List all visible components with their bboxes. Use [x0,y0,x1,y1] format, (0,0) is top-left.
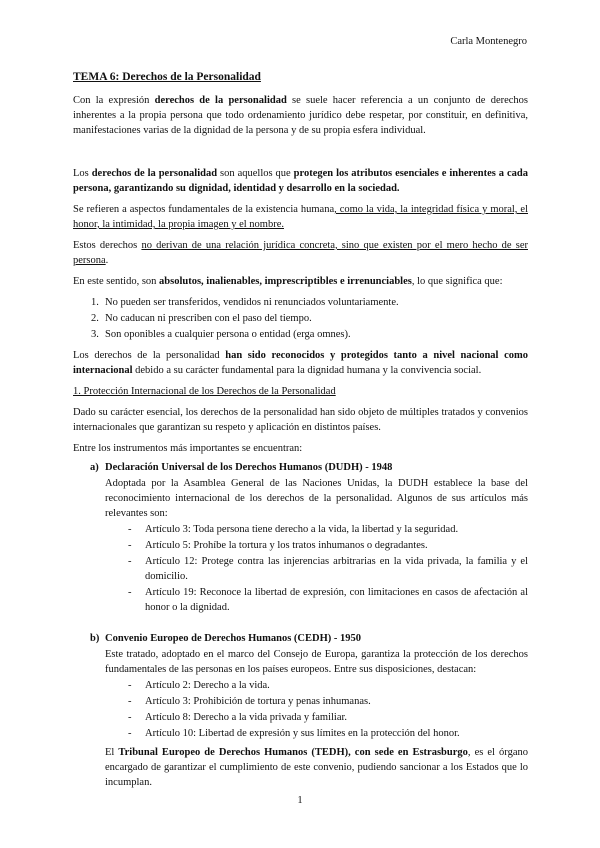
list-item: - Artículo 10: Libertad de expresión y sus límites en la protección del honor. [128,728,460,739]
page-title: TEMA 6: Derechos de la Personalidad [73,71,261,83]
list-item: - Artículo 5: Prohíbe la tortura y los tratos inhumanos o degradantes. [128,540,428,551]
document-body [73,70,528,791]
list-item: 3. Son oponibles a cualquier persona o entidad (erga omnes). [91,329,351,340]
list-item: - Artículo 19: Reconoce la libertad de expresión, con limitaciones en casos de afectación al honor o la dignidad. [128,587,528,613]
list-item: - Artículo 3: Prohibición de tortura y penas inhumanas. [128,696,371,707]
list-item: 2. No caducan ni prescriben con el paso del tiempo. [91,313,312,324]
instrument-b-body: Este tratado, adoptado en el marco del Consejo de Europa, garantiza la protección de los derechos fundamentales de las personas en los países europeos. Entre sus disposiciones, destacan: [105,649,528,675]
characteristics-list [73,295,528,342]
nature-paragraph: En este sentido, son absolutos, inalienables, imprescriptibles e irrenunciables, lo que significa que: [73,276,503,287]
origin-paragraph: Estos derechos no derivan de una relación jurídica concreta, sino que existen por el mero hecho de ser persona. [73,240,528,266]
instrument-b-heading: b) Convenio Europeo de Derechos Humanos (CEDH) - 1950 [90,633,361,644]
section-heading: 1. Protección Internacional de los Derechos de la Personalidad [73,386,336,397]
instrument-a-heading: a) Declaración Universal de los Derechos Humanos (DUDH) - 1948 [90,462,393,473]
instrument-a-body: Adoptada por la Asamblea General de las Naciones Unidas, la DUDH establece la base del reconocimiento internacional de los derechos de la personalidad. Algunos de sus artículos más relevantes son: [105,478,528,519]
list-item: - Artículo 8: Derecho a la vida privada y familiar. [128,712,348,723]
list-item: - Artículo 2: Derecho a la vida. [128,680,270,691]
section-paragraph: Dado su carácter esencial, los derechos de la personalidad han sido objeto de múltiples tratados y convenios internacionales que garantizan su respeto y aplicación en distintos países. [73,407,528,433]
intro-paragraph: Con la expresión derechos de la personalidad se suele hacer referencia a un conjunto de derechos inherentes a la propia persona que todo ordenamiento jurídico debe respetar, por constituir, en definitiva, manifestaciones varias de la dignidad de la persona y de su propia esfera individual. [73,95,529,136]
page-number: 1 [297,795,303,806]
aspects-paragraph: Se refieren a aspectos fundamentales de la existencia humana, como la vida, la integridad física y moral, el honor, la intimidad, la propia imagen y el nombre. [73,204,528,230]
list-item: - Artículo 3: Toda persona tiene derecho a la vida, la libertad y la seguridad. [128,524,459,535]
recognition-paragraph: Los derechos de la personalidad han sido reconocidos y protegidos tanto a nivel nacional como internacional debido a su carácter fundamental para la dignidad humana y la convivencia social. [73,350,528,376]
tedh-paragraph: El Tribunal Europeo de Derechos Humanos (TEDH), con sede en Estrasburgo, es el órgano encargado de garantizar el cumplimiento de este convenio, pudiendo sancionar a los Estados que lo incumplan. [105,747,528,788]
author-header: Carla Montenegro [450,36,527,47]
list-item: - Artículo 12: Protege contra las injerencias arbitrarias en la vida privada, la familia y el domicilio. [128,556,528,582]
instrument-b-articles [73,678,528,741]
instruments-lead: Entre los instrumentos más importantes se encuentran: [73,443,303,454]
definition-paragraph: Los derechos de la personalidad son aquellos que protegen los atributos esenciales e inherentes a cada persona, garantizando su dignidad, identidad y desarrollo en la sociedad. [73,168,529,194]
list-item: 1. No pueden ser transferidos, vendidos ni renunciados voluntariamente. [91,297,399,308]
instrument-a-articles [73,522,528,615]
